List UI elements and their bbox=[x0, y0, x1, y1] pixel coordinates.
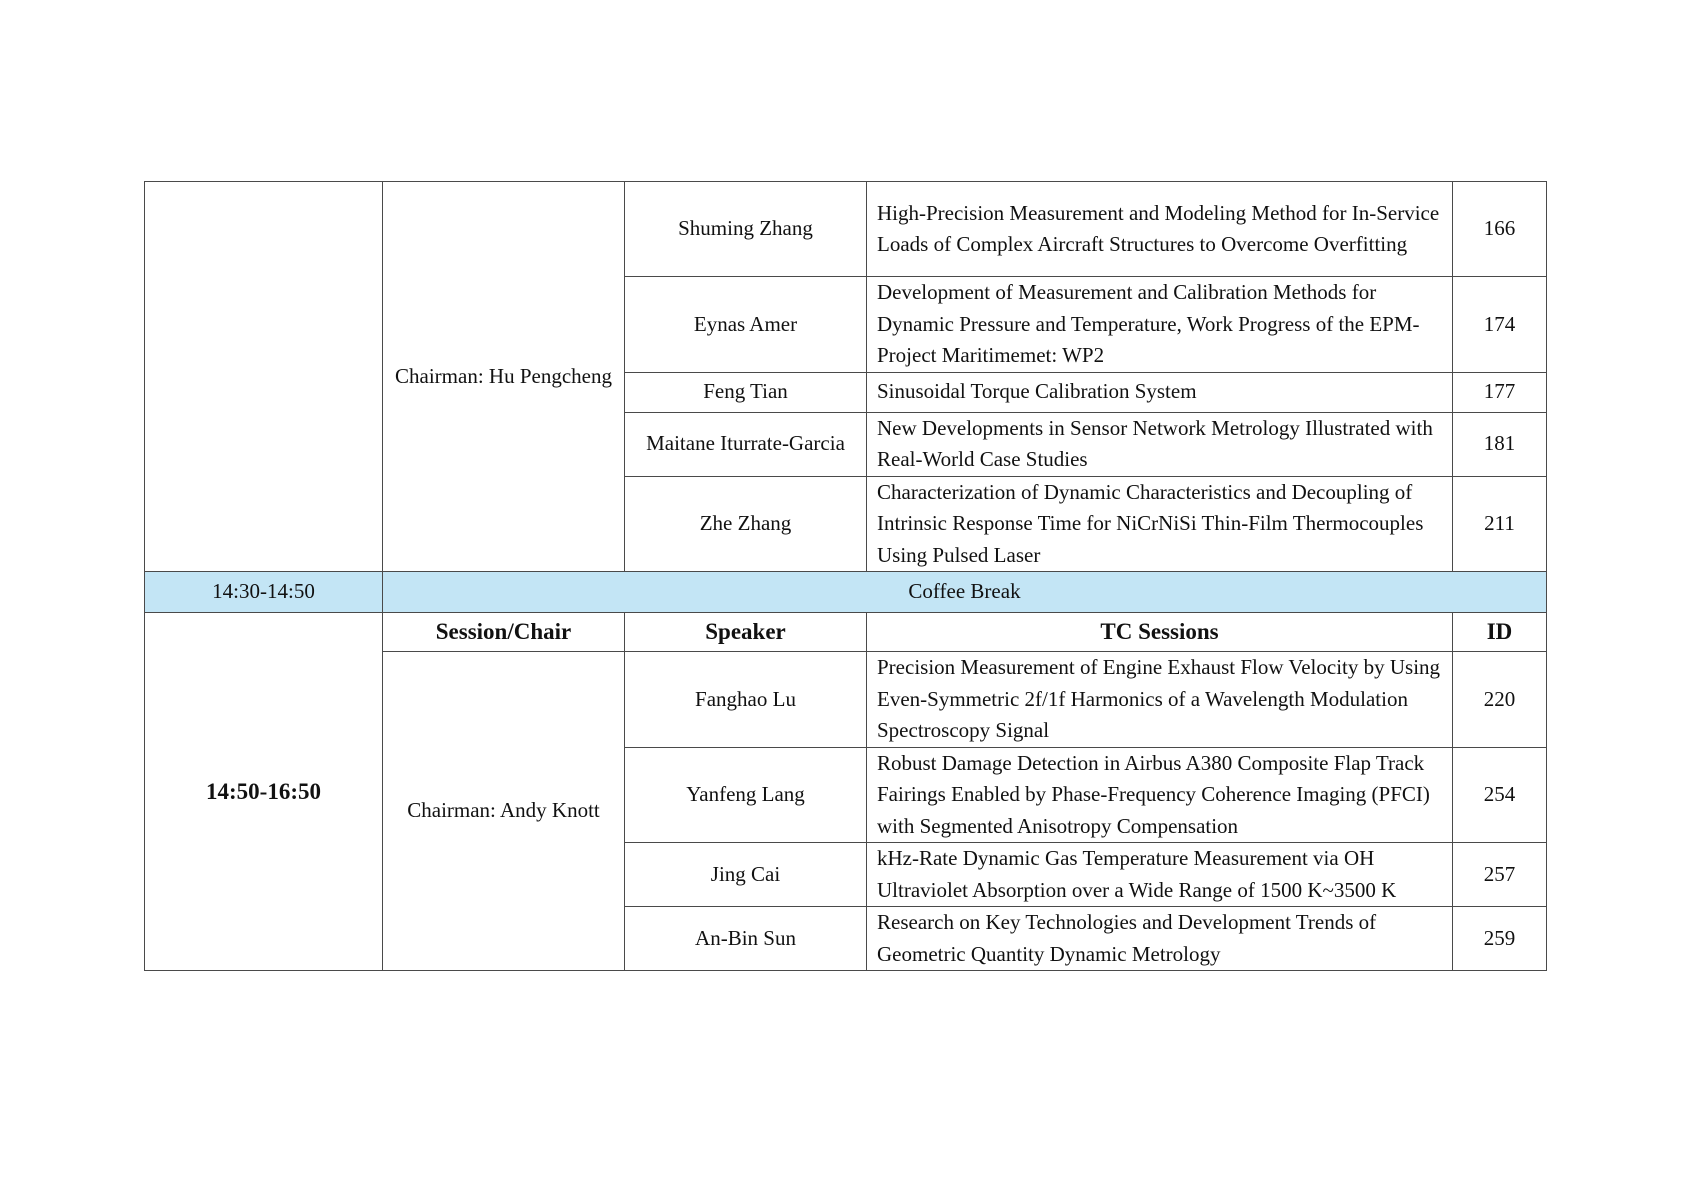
paper-id-cell: 177 bbox=[1453, 372, 1547, 412]
header-tc-sessions: TC Sessions bbox=[867, 613, 1453, 652]
paper-id-cell: 181 bbox=[1453, 412, 1547, 476]
header-id: ID bbox=[1453, 613, 1547, 652]
paper-id-cell: 257 bbox=[1453, 843, 1547, 907]
coffee-break-row bbox=[145, 572, 1547, 613]
column-header-row bbox=[145, 613, 1547, 652]
paper-title-cell: Sinusoidal Torque Calibration System bbox=[867, 372, 1453, 412]
session-chair-cell: Chairman: Andy Knott bbox=[383, 652, 625, 971]
paper-id-cell: 220 bbox=[1453, 652, 1547, 748]
speaker-cell: Eynas Amer bbox=[625, 277, 867, 373]
speaker-cell: An-Bin Sun bbox=[625, 907, 867, 971]
paper-title-cell: Precision Measurement of Engine Exhaust Flow Velocity by Using Even-Symmetric 2f/1f Harmonics of a Wavelength Modulation Spectroscopy Signal bbox=[867, 652, 1453, 748]
paper-title-cell: Characterization of Dynamic Characteristics and Decoupling of Intrinsic Response Time for NiCrNiSi Thin-Film Thermocouples Using Pulsed Laser bbox=[867, 476, 1453, 572]
time-cell: 14:50-16:50 bbox=[145, 613, 383, 971]
session-chair-cell: Chairman: Hu Pengcheng bbox=[383, 182, 625, 572]
table-row bbox=[145, 182, 1547, 277]
paper-id-cell: 211 bbox=[1453, 476, 1547, 572]
break-time-cell: 14:30-14:50 bbox=[145, 572, 383, 613]
speaker-cell: Jing Cai bbox=[625, 843, 867, 907]
schedule-table bbox=[144, 181, 1547, 971]
speaker-cell: Feng Tian bbox=[625, 372, 867, 412]
paper-title-cell: High-Precision Measurement and Modeling Method for In-Service Loads of Complex Aircraft Structures to Overcome Overfitting bbox=[867, 182, 1453, 277]
speaker-cell: Yanfeng Lang bbox=[625, 747, 867, 843]
break-label-cell: Coffee Break bbox=[383, 572, 1547, 613]
paper-title-cell: Research on Key Technologies and Development Trends of Geometric Quantity Dynamic Metrology bbox=[867, 907, 1453, 971]
speaker-cell: Zhe Zhang bbox=[625, 476, 867, 572]
header-session-chair: Session/Chair bbox=[383, 613, 625, 652]
paper-title-cell: kHz-Rate Dynamic Gas Temperature Measurement via OH Ultraviolet Absorption over a Wide Range of 1500 K~3500 K bbox=[867, 843, 1453, 907]
paper-title-cell: Robust Damage Detection in Airbus A380 Composite Flap Track Fairings Enabled by Phase-Frequency Coherence Imaging (PFCI) with Segmented Anisotropy Compensation bbox=[867, 747, 1453, 843]
header-speaker: Speaker bbox=[625, 613, 867, 652]
paper-title-cell: New Developments in Sensor Network Metrology Illustrated with Real-World Case Studies bbox=[867, 412, 1453, 476]
paper-title-cell: Development of Measurement and Calibration Methods for Dynamic Pressure and Temperature, Work Progress of the EPM-Project Maritimemet: WP2 bbox=[867, 277, 1453, 373]
paper-id-cell: 174 bbox=[1453, 277, 1547, 373]
speaker-cell: Maitane Iturrate-Garcia bbox=[625, 412, 867, 476]
paper-id-cell: 259 bbox=[1453, 907, 1547, 971]
paper-id-cell: 166 bbox=[1453, 182, 1547, 277]
speaker-cell: Fanghao Lu bbox=[625, 652, 867, 748]
time-cell-empty bbox=[145, 182, 383, 572]
paper-id-cell: 254 bbox=[1453, 747, 1547, 843]
speaker-cell: Shuming Zhang bbox=[625, 182, 867, 277]
